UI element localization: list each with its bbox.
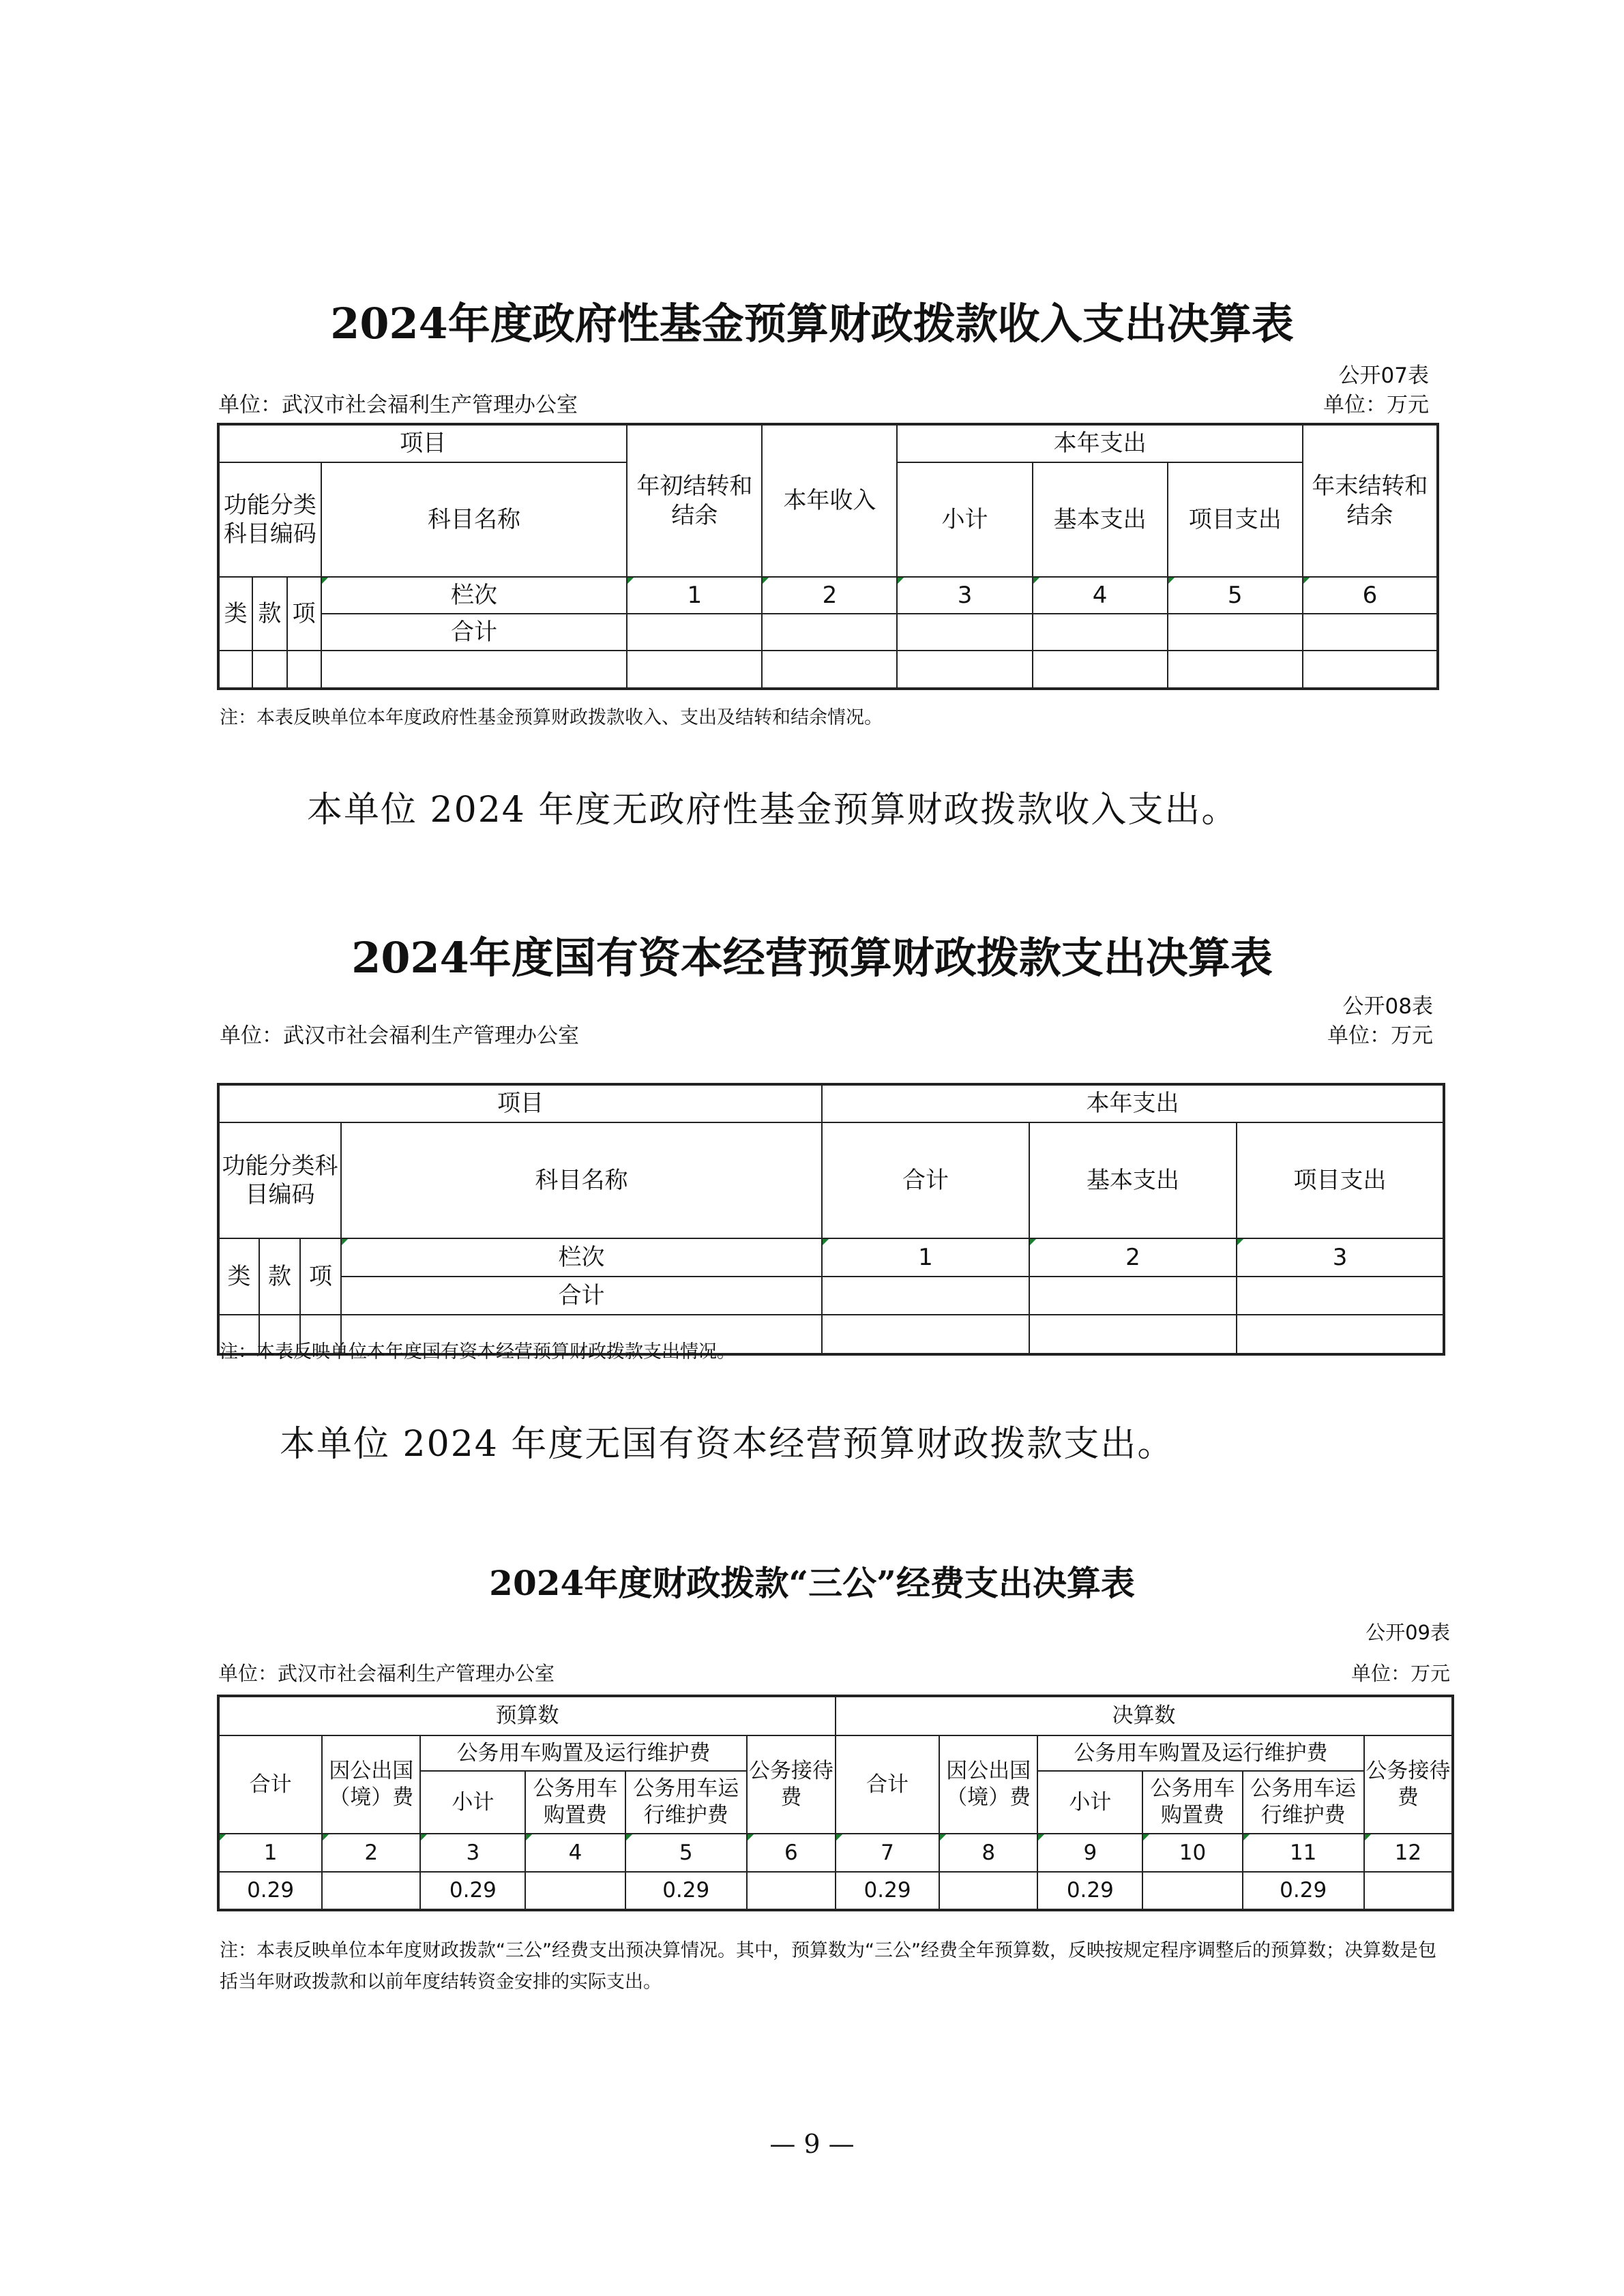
table08-header-item: 项目 [218, 1084, 822, 1122]
table09-header-budget: 预算数 [218, 1696, 836, 1735]
table07-cell [1303, 614, 1438, 651]
table09-col-number: 4 [525, 1834, 625, 1872]
table09-value: 0.29 [1037, 1872, 1142, 1910]
table09-data-row [218, 1872, 1453, 1910]
table07-header-subject-name: 科目名称 [321, 462, 628, 577]
table08-header-subject-name: 科目名称 [341, 1122, 822, 1238]
table08-title: 2024年度国有资本经营预算财政拨款支出决算表 [351, 933, 1273, 983]
page-number: — 9 — [769, 2129, 855, 2159]
table07-header-func-code: 功能分类科目编码 [218, 462, 321, 577]
table08-col-number: 2 [1029, 1238, 1237, 1277]
table07-col-number: 6 [1303, 577, 1438, 614]
table07-cell [321, 651, 628, 689]
table07-cell [1303, 651, 1438, 689]
table08-statement: 本单位 2024 年度无国有资本经营预算财政拨款支出。 [280, 1424, 1175, 1465]
table07-cell [218, 651, 252, 689]
table09-header-purchase: 公务用车购置费 [1142, 1771, 1242, 1834]
table07-unit: 单位：武汉市社会福利生产管理办公室 [218, 393, 578, 417]
table07-header-end-balance: 年末结转和结余 [1303, 424, 1438, 577]
table09-value [1364, 1872, 1453, 1910]
table08-header-xiang: 项 [300, 1238, 341, 1315]
table09-header-total: 合计 [218, 1735, 322, 1834]
table07-cell [252, 651, 286, 689]
table09-code: 公开09表 [1365, 1621, 1450, 1644]
table08-header-basic: 基本支出 [1029, 1122, 1237, 1238]
table07-header-basic: 基本支出 [1033, 462, 1168, 577]
table08-cell [1237, 1277, 1444, 1315]
table09-header-operation: 公务用车运行维护费 [625, 1771, 747, 1834]
table08-currency: 单位：万元 [1327, 1024, 1433, 1048]
table09-value: 0.29 [625, 1872, 747, 1910]
table07-cell [762, 614, 897, 651]
table07-cell [762, 651, 897, 689]
table07 [217, 423, 1439, 690]
table09-col-number: 12 [1364, 1834, 1453, 1872]
table07-title: 2024年度政府性基金预算财政拨款收入支出决算表 [330, 299, 1294, 348]
table07-header-xiang: 项 [287, 577, 321, 651]
table07-code: 公开07表 [1338, 363, 1429, 388]
table08-note: 注：本表反映单位本年度国有资本经营预算财政拨款支出情况。 [220, 1341, 735, 1362]
table07-note: 注：本表反映单位本年度政府性基金预算财政拨款收入、支出及结转和结余情况。 [220, 707, 883, 728]
table09-header-vehicle-group: 公务用车购置及运行维护费 [420, 1735, 747, 1771]
table07-header-project: 项目支出 [1168, 462, 1303, 577]
table07-header-begin-balance: 年初结转和结余 [627, 424, 762, 577]
table07-cell [897, 614, 1032, 651]
table07-header-kuan: 款 [252, 577, 286, 651]
table08-header-lei: 类 [218, 1238, 259, 1315]
table07-row-no-label: 栏次 [321, 577, 628, 614]
table08-unit: 单位：武汉市社会福利生产管理办公室 [220, 1024, 579, 1048]
table09 [217, 1695, 1454, 1911]
table08-cell [822, 1315, 1029, 1354]
table08-header-func-code: 功能分类科目编码 [218, 1122, 341, 1238]
table07-cell [1033, 651, 1168, 689]
table09-value: 0.29 [1243, 1872, 1364, 1910]
table07-cell [287, 651, 321, 689]
table09-value [939, 1872, 1037, 1910]
table07-col-number: 3 [897, 577, 1032, 614]
table09-value [747, 1872, 836, 1910]
table07-cell [627, 614, 762, 651]
table08-total-label: 合计 [341, 1277, 822, 1315]
table09-currency: 单位：万元 [1350, 1662, 1450, 1685]
table09-header-total: 合计 [836, 1735, 939, 1834]
table09-col-number: 6 [747, 1834, 836, 1872]
table09-col-number: 11 [1243, 1834, 1364, 1872]
table09-header-purchase: 公务用车购置费 [525, 1771, 625, 1834]
table07-col-number: 1 [627, 577, 762, 614]
table09-title: 2024年度财政拨款“三公”经费支出决算表 [489, 1563, 1135, 1603]
table08-cell [1029, 1315, 1237, 1354]
table09-header-abroad: 因公出国（境）费 [939, 1735, 1037, 1834]
table09-header-subtotal: 小计 [1037, 1771, 1142, 1834]
table09-col-number: 2 [322, 1834, 420, 1872]
table07-header-expense-group: 本年支出 [897, 424, 1302, 462]
table09-col-number: 5 [625, 1834, 747, 1872]
table09-col-number: 1 [218, 1834, 322, 1872]
table09-value [322, 1872, 420, 1910]
table08 [217, 1083, 1445, 1356]
table07-header-lei: 类 [218, 577, 252, 651]
table09-value [525, 1872, 625, 1910]
table09-header-operation: 公务用车运行维护费 [1243, 1771, 1364, 1834]
table09-col-number: 7 [836, 1834, 939, 1872]
table07-currency: 单位：万元 [1323, 393, 1429, 417]
table07-cell [1168, 614, 1303, 651]
table07-cell [627, 651, 762, 689]
table08-cell [822, 1277, 1029, 1315]
table09-value: 0.29 [836, 1872, 939, 1910]
table07-cell [1033, 614, 1168, 651]
table09-value [1142, 1872, 1242, 1910]
table07-header-subtotal: 小计 [897, 462, 1032, 577]
table08-header-total-col: 合计 [822, 1122, 1029, 1238]
table07-col-number: 2 [762, 577, 897, 614]
table08-row-no-label: 栏次 [341, 1238, 822, 1277]
table09-header-reception: 公务接待费 [1364, 1735, 1453, 1834]
table09-header-abroad: 因公出国（境）费 [322, 1735, 420, 1834]
table08-col-number: 3 [1237, 1238, 1444, 1277]
table09-col-number: 10 [1142, 1834, 1242, 1872]
table09-unit: 单位：武汉市社会福利生产管理办公室 [218, 1662, 555, 1685]
table07-header-income: 本年收入 [762, 424, 897, 577]
table09-value: 0.29 [420, 1872, 525, 1910]
table07-col-number: 5 [1168, 577, 1303, 614]
table09-col-number: 8 [939, 1834, 1037, 1872]
table09-value: 0.29 [218, 1872, 322, 1910]
table07-statement: 本单位 2024 年度无政府性基金预算财政拨款收入支出。 [307, 790, 1239, 831]
table09-header-subtotal: 小计 [420, 1771, 525, 1834]
table08-cell [1029, 1277, 1237, 1315]
table08-cell [1237, 1315, 1444, 1354]
table07-empty-row [218, 651, 1438, 689]
table07-cell [897, 651, 1032, 689]
table08-header-project: 项目支出 [1237, 1122, 1444, 1238]
table09-header-vehicle-group: 公务用车购置及运行维护费 [1037, 1735, 1364, 1771]
table08-col-number: 1 [822, 1238, 1029, 1277]
table07-col-number: 4 [1033, 577, 1168, 614]
table09-col-number: 3 [420, 1834, 525, 1872]
table09-col-number: 9 [1037, 1834, 1142, 1872]
table07-header-item: 项目 [218, 424, 627, 462]
table07-cell [1168, 651, 1303, 689]
table09-note: 注：本表反映单位本年度财政拨款“三公”经费支出预决算情况。其中，预算数为“三公”经费全年预算数，反映按规定程序调整后的预算数；决算数是包括当年财政拨款和以前年度结转资金安排的实际支出。 [220, 1940, 1436, 1993]
table09-header-reception: 公务接待费 [747, 1735, 836, 1834]
table08-header-expense-group: 本年支出 [822, 1084, 1444, 1122]
table09-header-final: 决算数 [836, 1696, 1453, 1735]
table08-header-kuan: 款 [259, 1238, 300, 1315]
table08-code: 公开08表 [1342, 994, 1433, 1019]
table07-total-label: 合计 [321, 614, 628, 651]
